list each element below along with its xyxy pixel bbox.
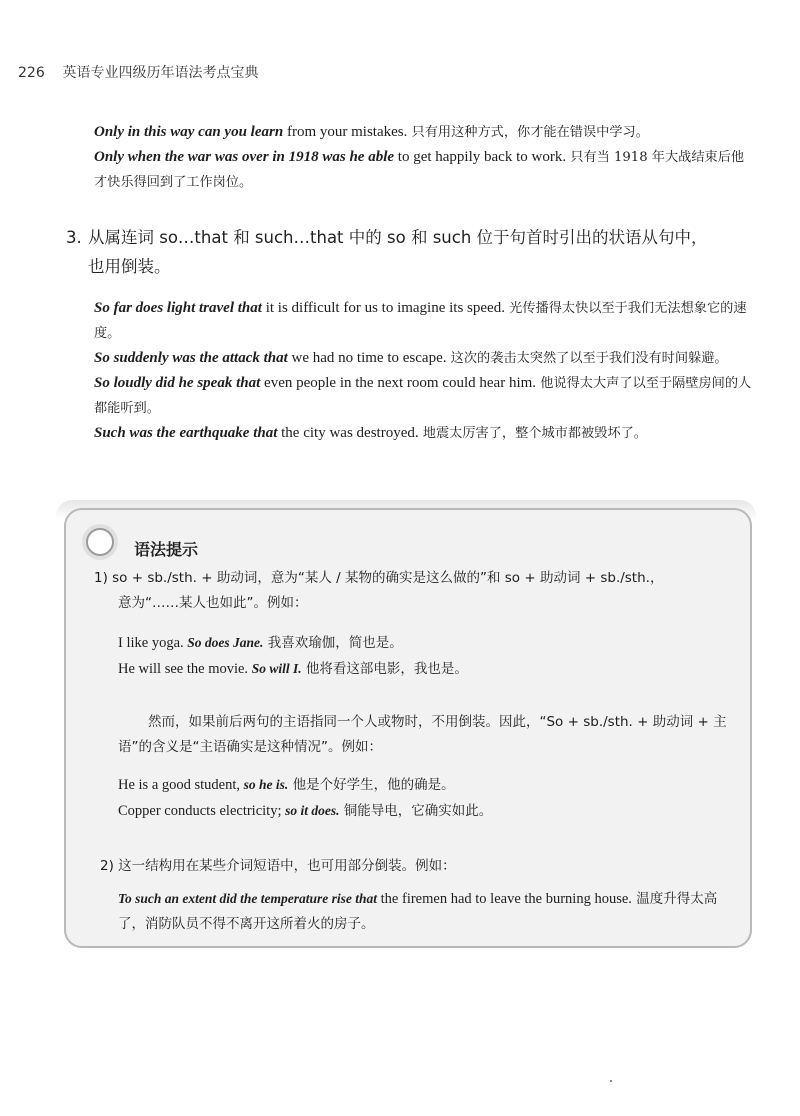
section-index: 3. bbox=[66, 228, 82, 247]
tip-paragraph: 然而，如果前后两句的主语指同一个人或物时，不用倒装。因此，“So + sb./sth. + 助动词 + 主语”的含义是“主语确实是这种情况”。例如： bbox=[118, 714, 727, 755]
example-sentence: So far does light travel that it is difficult for us to imagine its speed. 光传播得太快以至于我们无法想象它的速度。 bbox=[94, 300, 747, 341]
section3-heading bbox=[66, 223, 766, 281]
bulb-icon bbox=[86, 528, 114, 556]
section1-examples bbox=[94, 120, 754, 195]
example-sentence: I like yoga. So does Jane. 我喜欢瑜伽，简也是。 bbox=[118, 635, 403, 651]
example-sentence: Only in this way can you learn from your mistakes. 只有用这种方式，你才能在错误中学习。 bbox=[94, 124, 649, 140]
tip-point-2: 2) 这一结构用在某些介词短语中，也可用部分倒装。例如： bbox=[100, 858, 456, 874]
page-header bbox=[18, 62, 258, 82]
tip-examples-2 bbox=[118, 772, 738, 824]
example-sentence: He is a good student, so he is. 他是个好学生，他的确是。 bbox=[118, 777, 455, 793]
scan-speck bbox=[610, 1080, 612, 1082]
example-sentence: So loudly did he speak that even people in the next room could hear him. 他说得太大声了以至于隔壁房间的人都能听到。 bbox=[94, 375, 752, 416]
example-sentence: He will see the movie. So will I. 他将看这部电影，我也是。 bbox=[118, 661, 468, 677]
heading-line2: 也用倒装。 bbox=[88, 257, 171, 276]
example-sentence: Such was the earthquake that the city was destroyed. 地震太厉害了，整个城市都被毁坏了。 bbox=[94, 425, 647, 441]
page-number: 226 bbox=[18, 65, 45, 81]
tip-point-1: 1) so + sb./sth. + 助动词，意为“某人 / 某物的确实是这么做的”和 so + 助动词 + sb./sth.， 意为“……某人也如此”。例如： bbox=[94, 570, 664, 611]
tip-title: 语法提示 bbox=[134, 540, 199, 559]
section3-examples bbox=[94, 296, 754, 446]
tip-examples-1 bbox=[118, 630, 738, 682]
example-sentence: So suddenly was the attack that we had no time to escape. 这次的袭击太突然了以至于我们没有时间躲避。 bbox=[94, 350, 728, 366]
tip-example-3: To such an extent did the temperature rise that the firemen had to leave the burning house. 温度升得太高了，消防队员不得不离开这所着火的房子。 bbox=[118, 891, 718, 932]
example-sentence: Only when the war was over in 1918 was he able to get happily back to work. 只有当 1918 年大战结束后他才快乐得回到了工作岗位。 bbox=[94, 149, 745, 190]
heading-line1: 从属连词 so…that 和 such…that 中的 so 和 such 位于句首时引出的状语从句中， bbox=[88, 228, 708, 247]
example-sentence: Copper conducts electricity; so it does. 铜能导电，它确实如此。 bbox=[118, 803, 493, 819]
book-title: 英语专业四级历年语法考点宝典 bbox=[62, 65, 259, 81]
